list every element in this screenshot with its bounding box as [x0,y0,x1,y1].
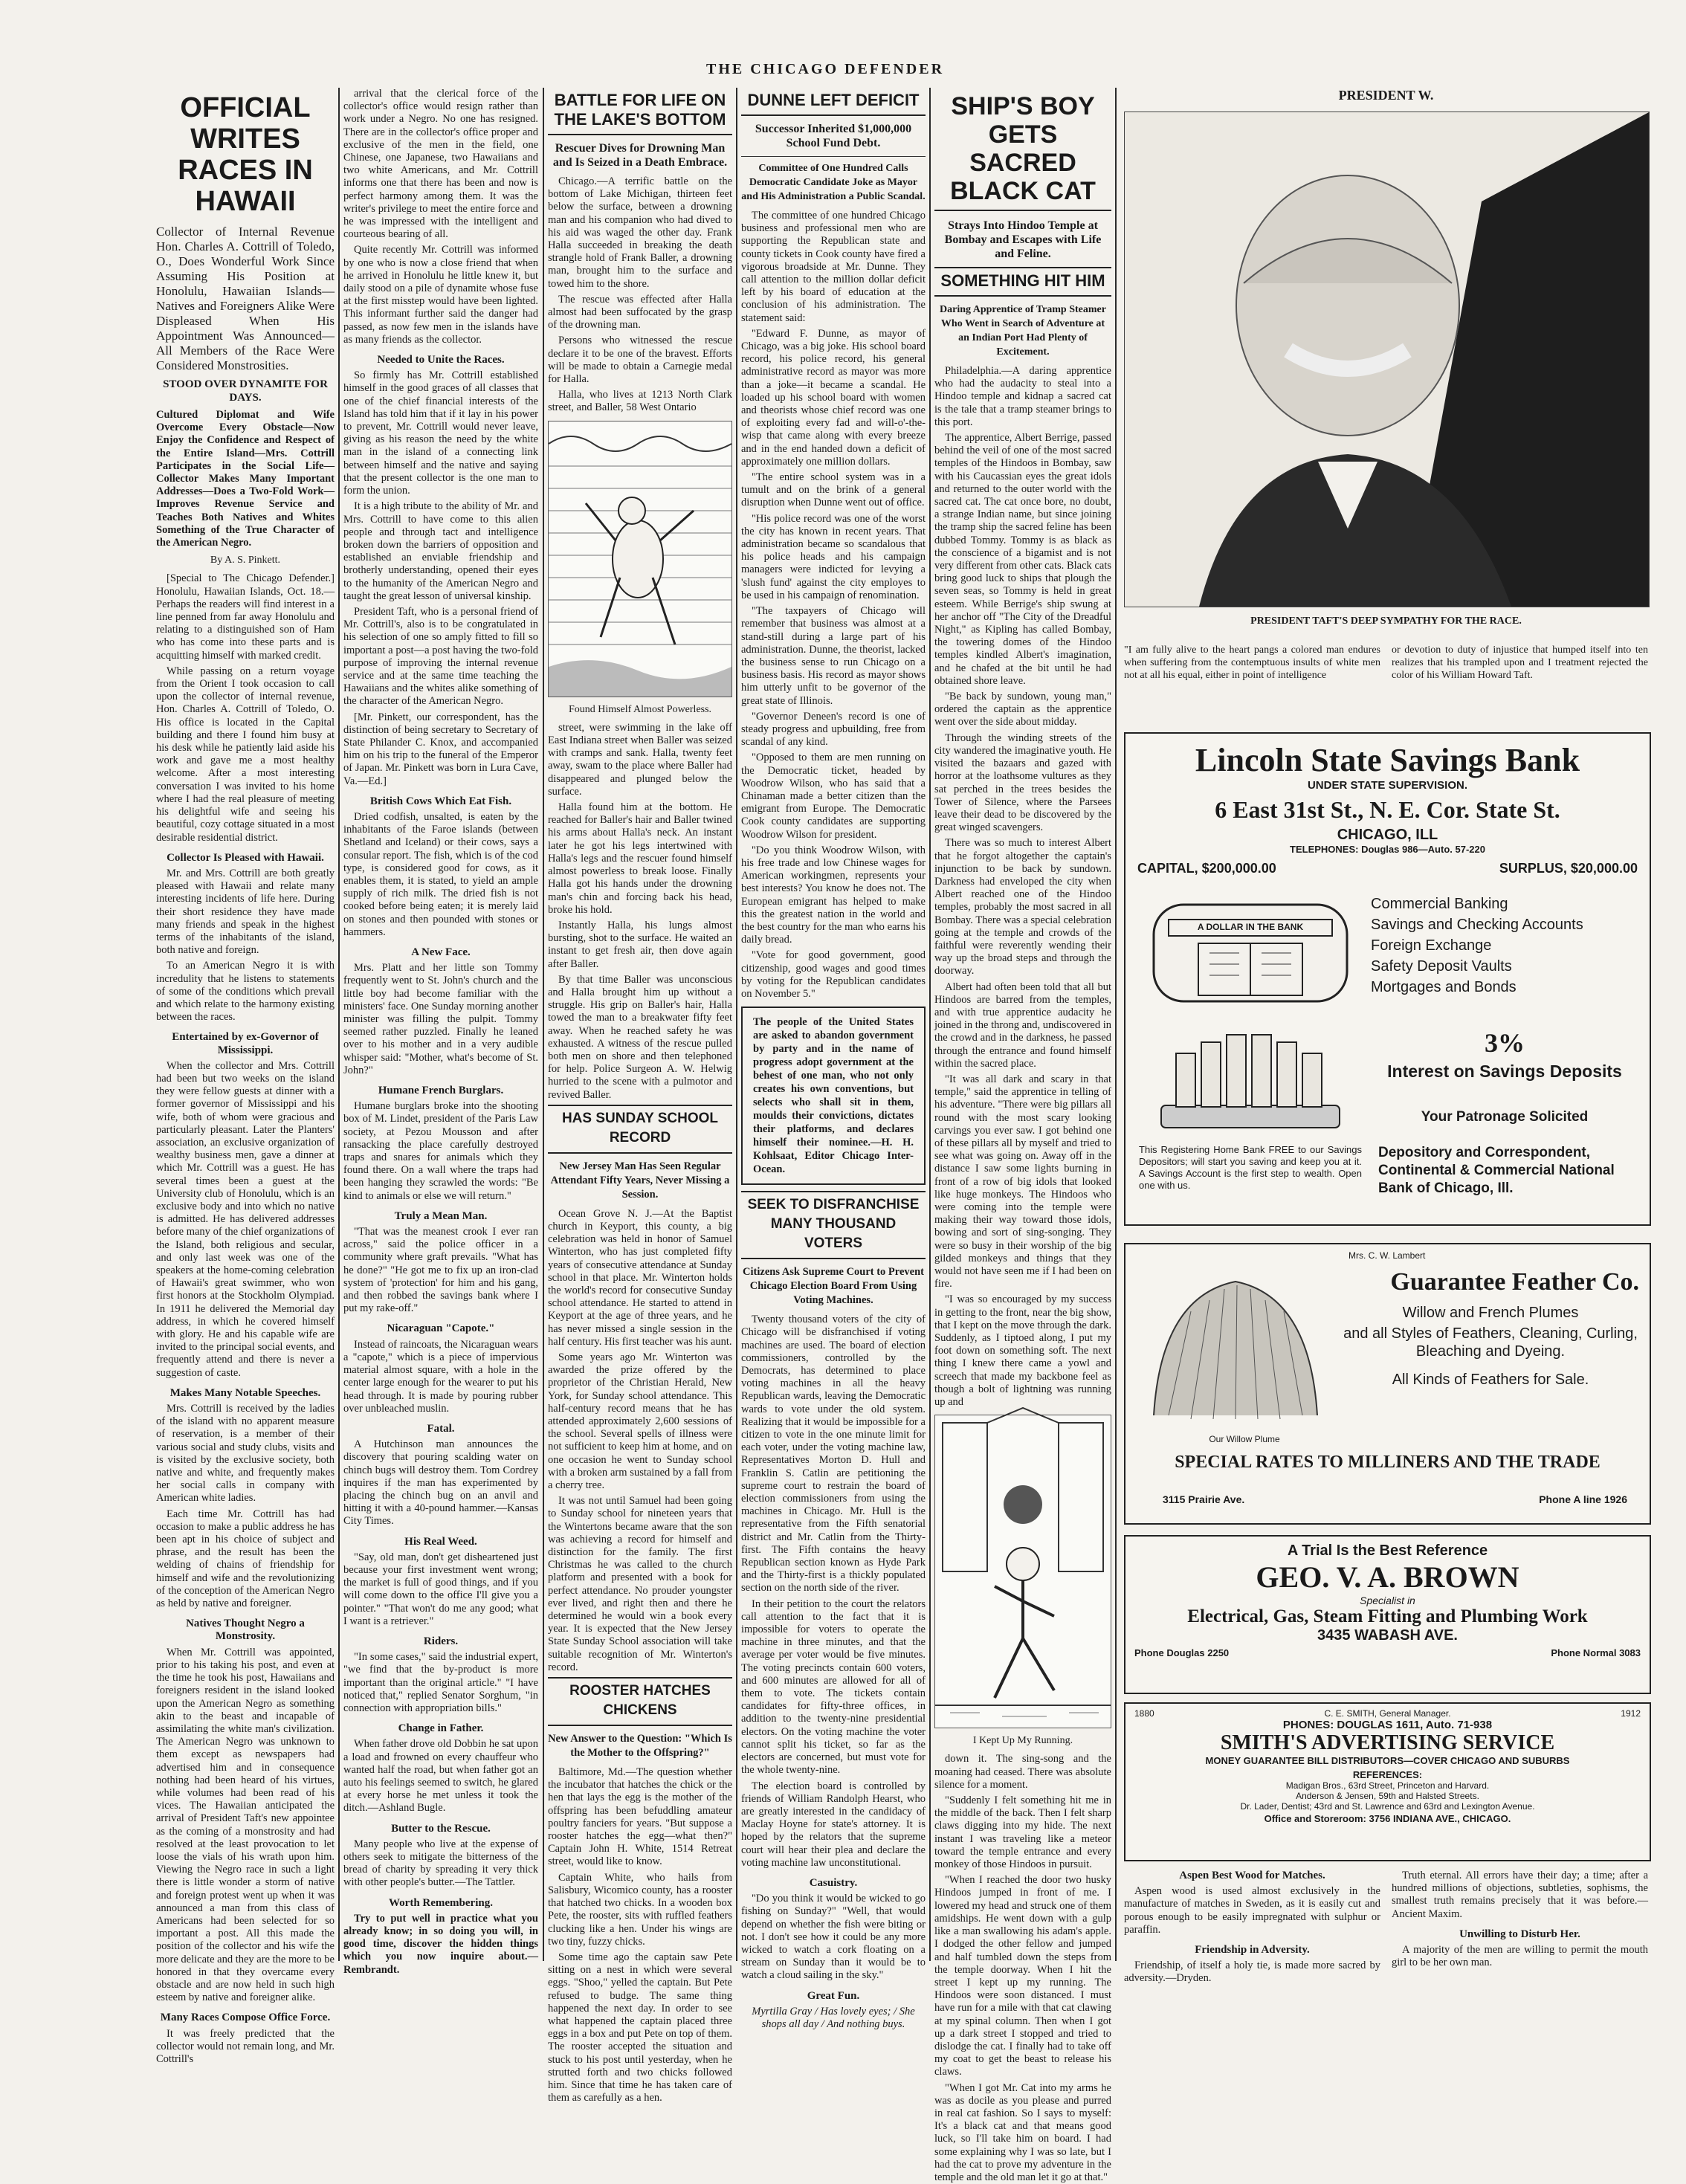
headline-dunne: DUNNE LEFT DEFICIT [741,88,926,116]
paragraph: So firmly has Mr. Cottrill established himself in the good graces of all classes that one of the chief financial interests of the Island has told him that if it lay in his power to prevent, Mr. Cottrill would never leave, giving as his reason the need by the white man in the island of a connecting link between himself and the native and saying that the present collector is the one man to form the union. [343,369,538,497]
feather-address: 3115 Prairie Ave. [1163,1493,1245,1505]
running-boy-illustration [934,1415,1111,1728]
paragraph: Aspen wood is used almost exclusively in the manufacture of matches in Sweden, as it is easily cut and porous enough to be easily impregnated with sulphur or paraffin. [1124,1885,1380,1936]
section-heading: His Real Weed. [404,1535,477,1548]
portrait-drawing [1125,112,1649,607]
paragraph: To an American Negro it is with incredulity that he listens to statements of some of the conditions which prevail and which relate to the harmony existing between the races. [156,960,335,1024]
deck-rooster: New Answer to the Question: "Which Is the Mother to the Offspring?" [548,1733,732,1760]
headline-lake-battle: BATTLE FOR LIFE ON THE LAKE'S BOTTOM [548,88,732,135]
temple-chase-drawing [935,1415,1111,1728]
paragraph: Captain White, who hails from Salisbury, Wicomico county, has a rooster that hatched two chicks. In a wooden box Pete, the rooster, sits with ruffled feathers clucking like a hen. Under his wings are two tiny, fuzzy chicks. [548,1871,732,1948]
paragraph: It was not until Samuel had been going to Sunday school for nineteen years that the Wintertons became aware that the son was achieving a record for himself and distinction for the family. The first Christmas he was called to the church platform and presented with a book for perfect attendance. No prouder youngster ever lived, and right then and there he determined he would win a book every year. It is expected that the New Jersey State Sunday School association will take suitable recognition of Mr. Winterton's record. [548,1495,732,1673]
headline-sunday-school: HAS SUNDAY SCHOOL RECORD [548,1105,732,1154]
deck-hawaii: Collector of Internal Revenue Hon. Charles A. Cottrill of Toledo, O., Does Wonderful Work Since Assuming His Position at Honolulu, Hawaiian Islands—Natives and Foreigners Alike Were Displeased When His Appointment Was Announced—All Members of the Race Were Considered Monstrosities. [156,224,335,372]
paragraph: "I was so encouraged by my success in getting to the front, near the big show, that I kept on the move through the dark. Suddenly, as I tiptoed along, I put my foot down on something soft. The next thing I knew there came a yowl and screech that made my backbone feel as though a bolt of lightning was running up and [934,1293,1111,1409]
brown-phone-douglas: Phone Douglas 2250 [1134,1647,1230,1658]
smith-reference: Anderson & Jensen, 59th and Halsted Streets. [1296,1791,1479,1801]
taft-quote-right: or devotion to duty of injustice that humped itself into ten realizes that his trampled upon and I treatment rejected the color of his William Howard Taft. [1392,644,1648,681]
headline-black-cat: SHIP'S BOY GETS SACRED BLACK CAT [934,92,1111,211]
paragraph: arrival that the clerical force of the collector's office would resign rather than work under a Negro. No one has resigned. There are in the collector's office proper and exclusive of the men in the field, one Chinese, one Japanese, two Hawaiians and two white Americans, and Mr. Cottrill informs one that there has been and now is perfect harmony among them. It was the writer's privilege to meet the entire force and he was impressed with the intelligent and courteous bearing of all. [343,88,538,241]
paragraph: "The taxpayers of Chicago will remember that business was almost at a stand-still during a large part of his administration. Dunne, the theorist, lacked the business sense to run Chicago on a business basis. His record as mayor shows him utterly unfit to be governor of the great state of Illinois. [741,605,926,707]
feather-owner: Mrs. C. W. Lambert [1349,1250,1426,1261]
section-heading: Needed to Unite the Races. [377,354,505,366]
brown-name: GEO. V. A. BROWN [1256,1560,1519,1594]
paragraph: "In some cases," said the industrial expert, "we find that the by-product is more important than the original article." "I have noticed that," replied Senator Sorghum, "in connection with appropriation bills." [343,1651,538,1714]
paragraph: Persons who witnessed the rescue declare it to be one of the bravest. Efforts will be made to obtain a Carnegie medal for Halla. [548,335,732,386]
paragraph: "Edward F. Dunne, as mayor of Chicago, was a big joke. His school board record, his police record, his general administrative record as mayor was more than a joke—it became a scandal. He loaded up his school board with women and theorists whose chief record was one of exploiting every fad and will-o'-the-wisp that came along with every breeze and in the end handed down a deficit of approximately one million dollars. [741,327,926,468]
subhead-dynamite: STOOD OVER DYNAMITE FOR DAYS. [163,378,328,404]
column-sacred-cat [934,88,1111,2183]
filler-right [1392,1870,1648,1981]
section-heading: Great Fun. [807,1989,860,2002]
paragraph: "Do you think it would be wicked to go fishing on Sunday?" "Well, that would depend on whether the fish were biting or not. I don't see how it could be any more wicked to watch a cork floating on a stream on Sunday than it would be to watch a cloud sailing in the sky." [741,1893,926,1982]
paragraph: The election board is controlled by friends of William Randolph Hearst, who are greatly interested in the candidacy of Maclay Hoyne for state's attorney. It is hoped by the relators that the supreme court will hear their plea and declare the voting machine law unconstitutional. [741,1780,926,1869]
smith-advertisement [1124,1702,1651,1861]
bank-advertisement [1124,732,1651,1226]
feather-company-name: Guarantee Feather Co. [1390,1268,1639,1296]
bank-interest: Interest on Savings Deposits [1387,1062,1622,1081]
paragraph: down it. The sing-song and the moaning had ceased. There was absolute silence for a moment. [934,1753,1111,1791]
willow-plume-icon [1139,1267,1332,1430]
paragraph: Ocean Grove N. J.—At the Baptist church in Keyport, this county, a big celebration was held in honor of Samuel Winterton, who has just completed fifty years of consecutive attendance at Sunday school in that place. Mr. Winterton holds the world's record for consecutive Sunday school attendance. He started to attend in Keyport at the age of three years, and he has never missed a single session in the half century. His first teacher was his aunt. [548,1207,732,1348]
swimmer-drawing [549,421,731,697]
brown-specialist: Specialist in [1360,1595,1415,1606]
section-heading: Many Races Compose Office Force. [160,2012,331,2024]
section-heading: Unwilling to Disturb Her. [1459,1928,1580,1940]
paragraph: Friendship, of itself a holy tie, is made more sacred by adversity.—Dryden. [1124,1960,1380,1985]
section-heading: Riders. [423,1635,459,1647]
paragraph: It was freely predicted that the collector would not remain long, and Mr. Cottrill's [156,2027,335,2065]
headline-disfranchise: SEEK TO DISFRANCHISE MANY THOUSAND VOTERS [741,1191,926,1259]
deck-black-cat: Strays Into Hindoo Temple at Bombay and Escapes with Life and Feline. [944,219,1102,260]
column-miscellany [343,88,538,1976]
paragraph: "Vote for good government, good citizenship, good wages and good times by voting for the Republican candidates on November 5." [741,949,926,1000]
paragraph: A majority of the men are willing to permit the mouth girl to be her own man. [1392,1944,1648,1969]
column-dunne-deficit [741,88,926,2030]
column-rule [1115,88,1117,1961]
paragraph: "Do you think Woodrow Wilson, with his free trade and low Chinese wages for American workingmen, represents your best interests? You know he does not. The European emigrant has helped to make this the greatest nation in the world and the best country for the man who earns his daily bread. [741,844,926,946]
paragraph: street, were swimming in the lake off East Indiana street when Baller was seized with cramps and sank. Halla, twenty feet away, swam to the place where Baller had disappeared and plunged below the surface. [548,721,732,798]
smith-year-current: 1912 [1621,1708,1641,1719]
smith-line: MONEY GUARANTEE BILL DISTRIBUTORS—COVER CHICAGO AND SUBURBS [1205,1755,1570,1766]
smith-reference: Madigan Bros., 63rd Street, Princeton and Harvard. [1285,1780,1490,1791]
feather-phone: Phone A line 1926 [1539,1493,1627,1505]
home-bank-label: A DOLLAR IN THE BANK [1197,922,1304,932]
section-heading: Casuistry. [809,1876,858,1889]
paragraph: Philadelphia.—A daring apprentice who had the audacity to steal into a Hindoo temple and kidnap a sacred cat is the tale that a tramp steamer brings to this port. [934,365,1111,428]
brown-trial: A Trial Is the Best Reference [1287,1542,1488,1559]
subdeck-hawaii: Cultured Diplomat and Wife Overcome Every Obstacle—Now Enjoy the Confidence and Respect of the Entire Island—Mrs. Cottrill Participates in the Social Life—Collector Makes Many Important Addresses—Does a Two-Fold Work—Improves Revenue Service and Teaches Both Natives and Whites Something of the True Character of the American Negro. [156,409,335,549]
paragraph: By that time Baller was unconscious and Halla brought him up without a struggle. His grip on Baller's hair, Halla towed the man to a breakwater fifty feet away. When he reached safety he was exhausted. A witness of the rescue pulled both men on shore and then telephoned for help. Police Surgeon A. W. Helwig hurried to the scene with a pulmotor and revived Baller. [548,973,732,1101]
smith-manager: C. E. SMITH, General Manager. [1324,1708,1451,1719]
feather-line-services: and all Styles of Feathers, Cleaning, Curling, Bleaching and Dyeing. [1343,1325,1638,1360]
paragraph: Baltimore, Md.—The question whether the incubator that hatches the chick or the hen that lays the egg is the mother of the offspring has been befuddling amateur poultry fanciers for years. "But suppose a rooster hatches the egg—what then?" Captain John H. White, 1514 Retreat street, would like to know. [548,1766,732,1868]
bank-phones: TELEPHONES: Douglas 986—Auto. 57-220 [1290,844,1485,855]
subdeck-black-cat: Daring Apprentice of Tramp Steamer Who Went in Search of Adventure at an Indian Port Had Plenty of Excitement. [940,304,1106,358]
paragraph: Humane burglars broke into the shooting box of M. Lindet, president of the Paris Law society, at Pezou Mousson and after ransacking the place carefully destroyed traps and snares for animals which they found there. On a wall where the traps had been hanging they scrawled the words: "Be kind to animals or else we will return." [343,1100,538,1202]
paragraph: Dried codfish, unsalted, is eaten by the inhabitants of the Faroe islands (between Shetland and Iceland) or their cows, says a consular report. The fish, which is of the cod type, is considered good for cows, as it enables them, it is stated, to yield an ample supply of rich milk. The dried fish is not cooked before being eaten; it is merely laid on stones and then pounded with stones or hammers. [343,810,538,938]
section-heading: A New Face. [411,946,471,958]
deck-dunne: Successor Inherited $1,000,000 School Fund Debt. [755,123,912,149]
paragraph: The committee of one hundred Chicago business and professional men who are supporting the Republican state and county tickets in Cook county have fired a vigorous broadside at Mr. Dunne. They call attention to the million dollar deficit left by his board of education at the conclusion of his administration. The statement said: [741,210,926,324]
paragraph: Through the winding streets of the city wandered the imaginative youth. He visited the bazaars and gazed with horror at the loathsome vultures as they sat perched in the trees besides the Tower of Silence, where the Parsees leave their dead to be discovered by the great winged scavengers. [934,731,1111,834]
filler-left [1124,1870,1380,1985]
home-bank-icon [1139,890,1362,1009]
paragraph: It is a high tribute to the ability of Mr. and Mrs. Cottrill to have come to this alien people and through tact and intelligence broken down the barriers of opposition and established an enviable friendship and brotherly understanding, opened their eyes to the humanity of the American Negro and taught the great lesson of universal kinship. [343,500,538,602]
paragraph: "Be back by sundown, young man," ordered the captain as the apprentice went over the side about midday. [934,691,1111,728]
masthead: THE CHICAGO DEFENDER [705,61,945,77]
bank-depository: Depository and Correspondent, Continental & Commercial National Bank of Chicago, Ill. [1378,1145,1615,1196]
paragraph: Mr. and Mrs. Cottrill are both greatly pleased with Hawaii and relate many interesting incidents of life here. During their short residence they have made many friends and speak in the highest terms of the inhabitants of the island, both native and foreign. [156,867,335,957]
paragraph: Mrs. Cottrill is received by the ladies of the island with no apparent measure of reservation, is a member of their various social and study clubs, visits and is visited by the exclusive society, both native and white, and frequently makes her social calls in company with American white ladies. [156,1403,335,1505]
bank-city: CHICAGO, ILL [1337,827,1438,843]
paragraph: "His police record was one of the worst the city has known in recent years. That administration became so scandalous that his police heads and his campaign managers were indicted for levying a 'slush fund' against the city employes to be used in his campaign of renomination. [741,512,926,601]
paragraph: "The entire school system was in a tumult and on the brink of a general disruption when Dunne went out of office. [741,471,926,509]
section-heading: British Cows Which Eat Fish. [369,795,512,807]
bank-service-vaults: Safety Deposit Vaults [1371,958,1512,975]
smith-year-founded: 1880 [1134,1708,1154,1719]
bank-supervision: UNDER STATE SUPERVISION. [1307,779,1468,792]
section-heading: Collector Is Pleased with Hawaii. [167,851,324,864]
smith-reference: Dr. Lader, Dentist; 43rd and St. Lawrence and 63rd and Lexington Avenue. [1240,1801,1535,1812]
bank-service-commercial: Commercial Banking [1371,896,1508,912]
section-heading: Nicaraguan "Capote." [387,1322,495,1335]
deck-sunday-school: New Jersey Man Has Seen Regular Attendant Fifty Years, Never Missing a Session. [550,1160,730,1201]
paragraph: In their petition to the court the relators call attention to the fact that it is impossible for voters to operate the machine in three minutes, and that the average per voter would be five minutes. The voting precincts contain 600 voters, and 600 minutes are allowed for all of them to vote. The tickets contain candidates for fifty-three offices, in addition to the twenty-nine presidential electors. On the voting machine the voter cannot split his ticket, so far as the electors are concerned, but must vote for the whole twenty-nine. [741,1597,926,1777]
illustration-caption: Found Himself Almost Powerless. [568,703,712,715]
paragraph: President Taft, who is a personal friend of Mr. Cottrill's, also is to be congratulated in his selection of one so amply fitted to fill so important a post—a post having the two-fold purpose of improving the internal revenue service and at the same time teaching the Hawaiians and the whites alike something of the character of the American Negro. [343,605,538,708]
section-heading: Entertained by ex-Governor of Mississippi. [172,1031,319,1056]
headline-rooster: ROOSTER HATCHES CHICKENS [548,1677,732,1726]
paragraph: When father drove old Dobbin he sat upon a load and frowned on every chauffeur who wanted half the road, but when father got an auto his feelings seemed to switch, he glared at every horse he met unless it took the ditch.—Ashland Bugle. [343,1738,538,1815]
section-heading: Natives Thought Negro a Monstrosity. [186,1618,305,1643]
bank-service-savings: Savings and Checking Accounts [1371,917,1583,933]
feather-special-rates: SPECIAL RATES TO MILLINERS AND THE TRADE [1175,1453,1601,1472]
paragraph: When Mr. Cottrill was appointed, prior to his taking his post, and even at the time he took his post, Hawaiians and foreigners resident in the island looked upon the American Negro as something akin to the beast and incapable of assimilating the white man's civilization. The American Negro was unknown to them except as newspapers had advertised him and in consequence nothing had been heard of his virtues, while volumes had been read of his vices. The Hawaiian anticipated the arrival of President Taft's new appointee as the coming of a monstrosity and had resolved at the least provocation to let loose the vials of his wrath upon him. Viewing the Negro race in such a light there is little wonder a storm of native and foreign protest went up when it was announced a man from this class of Americans had been selected for so important a post. All this made the position of the collector and his wife the more delicate and they are the more to be honored in that they overcame every obstacle and are now held in such high esteem by native and foreigner alike. [156,1646,335,2004]
paragraph: "When I got Mr. Cat into my arms he was as docile as you please and purred in real cat fashion. So I says to myself: It's a black cat and that means good luck, so I'll take him on board. I had some explaining why I was so late, but I had the cat to prove my adventure in the temple and the old man let it go at that." [934,2081,1111,2183]
coin-stack-icon [1139,1024,1362,1135]
paragraph: There was so much to interest Albert that he forgot altogether the captain's injunction to be back by sundown. Darkness had enveloped the city when Albert reached one of the Hindoo temples, probably the most sacred in all Bombay. There was a special celebration going at the temple and crowds of the faithful were reverently wending their way up the broad steps and through the doorway. [934,837,1111,978]
bank-home-bank-offer: This Registering Home Bank FREE to our Savings Depositors; will start you saving and keep you at it. A Savings Account is the first step to wealth. Open one with us. [1139,1144,1362,1191]
brown-advertisement [1124,1535,1651,1694]
section-heading: Fatal. [427,1422,455,1435]
paragraph: "It was all dark and scary in that temple," said the apprentice in telling of his adventure. "There were big pillars all round with the most scary looking carvings you ever saw. I got behind one of these pillars all by myself and tried to see what was going on. Away off in the distance I saw some lights burning in front of a row of big idols that looked like huge monkeys. The Hindoos who were coming into the temple were making their way toward those idols, bowing and sort of sing-songing. They were so busy in their worship of the big gilded monkeys and things that they would not have seen me if I had been on fire. [934,1073,1111,1290]
paragraph: [Special to The Chicago Defender.] Honolulu, Hawaiian Islands, Oct. 18.—Perhaps the readers will find interest in a line penned from far away Honolulu and relating to a distinguished son of Ham who has come into these parts and is acquitting himself with marked credit. [156,572,335,662]
smith-office: Office and Storeroom: 3756 INDIANA AVE., CHICAGO. [1264,1813,1511,1824]
feather-line-sale: All Kinds of Feathers for Sale. [1392,1372,1589,1388]
section-heading: Butter to the Rescue. [391,1822,491,1835]
column-rule [736,88,737,1961]
paragraph: "Opposed to them are men running on the Democratic ticket, headed by Woodrow Wilson, who has said that a Chinaman made a better citizen than the emigrant from Europe. The Democratic Cook county candidates are supporting Woodrow Wilson for president. [741,752,926,841]
paragraph: "Suddenly I felt something hit me in the middle of the back. Then I felt sharp claws digging into my hide. The next instant I was traveling like a meteor toward the temple entrance and every monkey of those Hindoos in pursuit. [934,1794,1111,1871]
section-heading: Change in Father. [398,1722,484,1735]
column-lake-rescue [548,88,732,2104]
section-heading: Friendship in Adversity. [1195,1944,1310,1957]
paragraph: Mrs. Platt and her little son Tommy frequently went to St. John's church and the little boy had become familiar with the ministers' face. One Sunday morning another minister was filling the pulpit. Tommy seemed rather puzzled. Finally he leaned over to his mother and in a very audible whisper said: "Mother, what's become of St. John?" [343,962,538,1076]
paragraph: Try to put well in practice what you already know; in so doing you will, in good time, discover the hidden things which you now inquire about.—Rembrandt. [343,1912,538,1976]
section-heading: Aspen Best Wood for Matches. [1179,1870,1325,1881]
paragraph: Halla, who lives at 1213 North Clark street, and Baller, 58 West Ontario [548,389,732,414]
bank-rate: 3% [1485,1028,1525,1058]
deck-lake-battle: Rescuer Dives for Drowning Man and Is Seized in a Death Embrace. [552,142,728,169]
paragraph: [Mr. Pinkett, our correspondent, has the distinction of being secretary to Secretary of State Philander C. Knox, and accompanied him on his trip to the funeral of the Emperor of Japan. Mr. Pinkett was born in Lura Cave, Va.—Ed.] [343,711,538,787]
drowning-illustration [548,421,732,697]
column-rule [543,88,544,1961]
bank-service-exchange: Foreign Exchange [1371,937,1492,954]
paragraph: The rescue was effected after Halla almost had been suffocated by the grasp of the drowning man. [548,293,732,332]
bank-service-mortgages: Mortgages and Bonds [1371,979,1517,995]
paragraph: "Say, old man, don't get disheartened just because your first investment went wrong; the market is full of good things, and if you will come down to the office I'll give you a pointer." "That won't do me any good; what I want is a retriever." [343,1551,538,1627]
brown-trade: Electrical, Gas, Steam Fitting and Plumbing Work [1187,1606,1588,1626]
section-heading: Truly a Mean Man. [394,1209,488,1222]
kohlsaat-quote-box: The people of the United States are asked to abandon government by party and in the name of progress adopt government at the behest of one man, who not only creates his own conventions, but selects who shall sit in them, moulds their convictions, dictates their platforms, and declares himself their nominee.—H. H. Kohlsaat, Editor Chicago Inter-Ocean. [741,1007,926,1185]
bank-solicit: Your Patronage Solicited [1421,1109,1589,1125]
photo-header: PRESIDENT W. [1338,88,1434,103]
deck-disfranchise: Citizens Ask Supreme Court to Prevent Chicago Election Board From Using Voting Machines. [743,1266,924,1307]
section-heading: Makes Many Notable Speeches. [169,1386,321,1399]
byline: By A. S. Pinkett. [210,555,281,566]
taft-portrait [1124,112,1650,607]
paragraph: "When I reached the door two husky Hindoos jumped in front of me. I lowered my head and struck one of them amidships. He went down with a gulp like a man swallowing his adam's apple. I dodged the other fellow and jumped and half tumbled down the steps from the temple doorway. When I hit the street I kept up my running. The Hindoos were soon distanced. I must have run for a mile with that cat clawing at my spinal column. Then when I got up a dark street I stopped and tried to dislodge the cat. I finally had to take off my coat to get the beast to release his claws. [934,1874,1111,2078]
bank-address: 6 East 31st St., N. E. Cor. State St. [1215,796,1560,823]
paragraph: Instantly Halla, his lungs almost bursting, shot to the surface. He waited an instant to get fresh air, then dove again after Baller. [548,919,732,970]
bank-name: Lincoln State Savings Bank [1195,742,1580,778]
brown-phone-normal: Phone Normal 3083 [1551,1647,1641,1658]
subdeck-dunne: Committee of One Hundred Calls Democratic Candidate Joke as Mayor and His Administration a Public Scandal. [741,156,926,204]
paragraph: A Hutchinson man announces the discovery that pouring scalding water on chinch bugs will destroy them. Tom Cordrey inquires if the man has experimented by placing the chinch bug on an anvil and hitting it with a 40-pound hammer.—Kansas City Times. [343,1438,538,1528]
paragraph: Chicago.—A terrific battle on the bottom of Lake Michigan, thirteen feet below the surface, between a drowning man and his companion who had dived to his aid was waged the other day. Frank Halla succeeded in breaking the death strangle hold of Frank Baller, a drowning man, brought him to the surface and towed him to the shore. [548,175,732,290]
paragraph: Instead of raincoats, the Nicaraguan wears a "capote," which is a piece of impervious material almost square, with a hole in the center large enough for the wearer to put his head through. It is made by pouring rubber over unbleached muslin. [343,1338,538,1415]
section-heading: Worth Remembering. [389,1896,493,1909]
column-rule [338,88,340,1961]
smith-phones: PHONES: DOUGLAS 1611, Auto. 71-938 [1282,1719,1493,1731]
section-heading: Humane French Burglars. [378,1085,504,1097]
bank-capital: CAPITAL, $200,000.00 [1137,861,1276,876]
smith-references: REFERENCES: [1352,1769,1423,1780]
paragraph: Some years ago Mr. Winterton was awarded the prize offered by the proprietor of the Christian Herald, New York, for Sunday school attendance. This half-century record means that he has attended approximately 2,600 sessions of the school. Several spells of illness were not sufficient to keep him at home, and on one occasion he went to Sunday school with a broken arm sustained by a fall from a cherry tree. [548,1351,732,1492]
taft-quote-left: "I am fully alive to the heart pangs a colored man endures when suffering from the contemptuous insults of white men not at all his equal, either in point of intelligence [1124,644,1380,681]
paragraph: While passing on a return voyage from the Orient I took occasion to call upon the collector of internal revenue, Hon. Charles A. Cottrill of Toledo, O. His office is located in the Capital building and there I found him busy at his desk while he patiently laid aside his work and gave me a most healthy welcome. After a most interesting conversation I was invited to his home where I had the real pleasure of meeting his delightful wife and seeing his beautiful, cozy cottage situated in a most desirable residential district. [156,665,335,844]
paragraph: When the collector and Mrs. Cottrill had been but two weeks on the island they were fellow guests at dinner with a former governor of Mississippi and his wife, both of whom were gracious and particularly pleasant. Later the Planters' association, an exclusive organization of wealthy business men, gave a dinner at which Mr. Cottrill was a guest. He has several times been a guest at the University club of Honolulu, which is an exclusive body and into which no native is admitted. He has delivered addresses before many of the chief organizations of the Island, both religious and secular, and only last week was one of the speakers at the home-coming celebration of Hawaii's great swimmer, who won first honors at the Stockholm Olympiad. In 1911 he delivered the Memorial day address, in which he covered himself with glory. He and his capable wife are invited to the principal social events, and frequently attend and there is never a suggestion of caste. [156,1059,335,1379]
paragraph: Halla found him at the bottom. He reached for Baller's hair and Baller twined his arms about Halla's neck. An instant later he got his legs intertwined with Halla's legs and the rescuer found himself almost powerless to break loose. Finally Halla got his hands under the drowning man's chin and forcing back his head, broke his hold. [548,801,732,916]
paragraph: Some time ago the captain saw Pete sitting on a nest in which were several eggs. "Shoo," yelled the captain. But Pete refused to budge. The same thing happened the next day. In order to see what happened the captain placed three eggs in a box and put Pete on top of them. The rooster accepted the situation and stuck to his post until yesterday, when he strutted forth and two chicks followed him. Since that time he has taken care of them as carefully as a hen. [548,1951,732,2104]
paragraph: Albert had often been told that all but Hindoos are barred from the temples, and with true apprentice audacity he joined in the throng and, undiscovered in the crowd and in the darkness, he passed through the entrance and found himself within the sacred place. [934,980,1111,1070]
column-hawaii-story [156,88,335,2065]
photo-caption: PRESIDENT TAFT'S DEEP SYMPATHY FOR THE RACE. [1250,616,1522,627]
paragraph: "That was the meanest crook I ever ran across," said the police officer in a community where graft prevails. "What has he done?" "He got me to fix up an iron-clad system of 'protection' for him and his gang, and then robbed the savings bank where I put my rake-off." [343,1226,538,1315]
brown-address: 3435 WABASH AVE. [1317,1627,1458,1644]
bank-surplus: SURPLUS, $20,000.00 [1499,861,1638,876]
paragraph: The apprentice, Albert Berrige, passed behind the veil of one of the most sacred temples of the Hindoos in Bombay, saw with his Caucassian eyes the great idols and returned to the outer world with the sacred cat. The cat once bore, no doubt, a strange Indian name, but since joining the tramp ship the sacred feline has been dubbed Tommy. Tommy is as black as the conscience of a bigamist and is not very different from other cats. Black cats bring good luck to ships that plough the seven seas, so Tommy is held in great esteem. While Berrige's ship swung at her anchor off "The City of the Dreadful Night," as Kipling has called Bombay, the towering domes of the Hindoo temples kindled Albert's imagination, and he chafed at the bit until he had obtained shore leave. [934,432,1111,687]
paragraph: Many people who live at the expense of others seek to mitigate the bitterness of the bread of charity by spreading it very thick with other people's butter.—The Tattler. [343,1838,538,1889]
column-rule [929,88,931,1961]
feather-advertisement [1124,1243,1651,1525]
willow-plume-caption: Our Willow Plume [1209,1434,1280,1444]
headline-hawaii: OFFICIAL WRITES RACES IN HAWAII [178,92,313,217]
verse: Myrtilla Gray / Has lovely eyes; / She shops all day / And nothing buys. [752,2005,915,2030]
feather-line-plumes: Willow and French Plumes [1402,1305,1579,1321]
headline-something-hit: SOMETHING HIT HIM [934,267,1111,297]
paragraph: Twenty thousand voters of the city of Chicago will be disfranchised if voting machines are used. The board of election commissioners, controlled by the Democrats, has determined to place voting machines in all the heavy Republican wards, leaving the Democratic wards to vote under the old system. Realizing that it would be impossible for a citizen to vote in the one minute limit for each voter, under the voting machine law, Representatives Morton D. Hull and Franklin S. Catlin are petitioning the supreme court to restrain the board of election commissioners from using the machines in Chicago. Mr. Hull is the representative from the Fifth senatorial district and Mr. Catlin from the Thirty-first. The Fifth contains the heavy Republican section known as Hyde Park and the Thirty-first is a thickly populated section on the north side of the river. [741,1314,926,1595]
illustration-caption: I Kept Up My Running. [972,1735,1073,1747]
smith-name: SMITH'S ADVERTISING SERVICE [1220,1731,1555,1754]
paragraph: Each time Mr. Cottrill has had occasion to make a public address he has been apt in his choice of subject and phrase, and the result has been the welding of chains of friendship for himself and wife and the revolutionizing of the conception of the American Negro as held by native and foreigner. [156,1508,335,1610]
paragraph: Truth eternal. All errors have their day; a time; after a hundred millions of objections, subtleties, sophisms, the smallest truth remains precisely that it was before.—Ancient Maxim. [1392,1870,1648,1920]
paragraph: "Governor Deneen's record is one of steady progress and upbuilding, free from scandal of any kind. [741,710,926,749]
paragraph: Quite recently Mr. Cottrill was informed by one who is now a close friend that when he arrived in Honolulu he little knew it, but daily stood on a pile of dynamite whose fuse at the first misstep would have been lighted. This informant further said the danger had passed, as now few men in the islands have as many friends as the collector. [343,244,538,346]
